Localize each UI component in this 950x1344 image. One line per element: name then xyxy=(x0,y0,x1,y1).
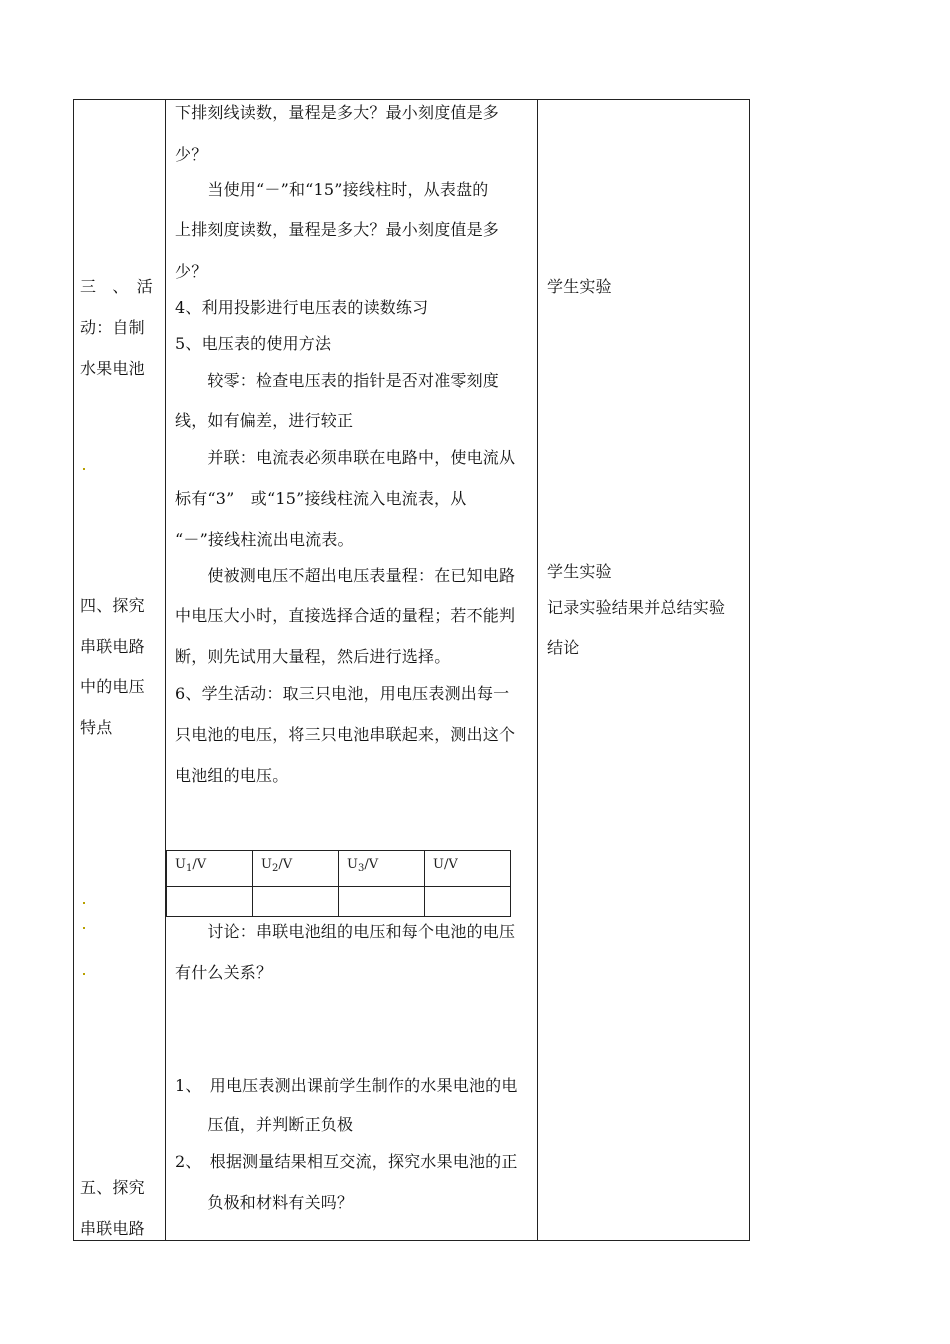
cell-u2[interactable] xyxy=(253,887,339,917)
stray-mark xyxy=(83,902,85,904)
header-u1: $U_1/V$ xyxy=(167,851,253,887)
section5-line1: 五、探究 xyxy=(80,1178,145,1197)
list-line: 2、 根据测量结果相互交流，探究水果电池的正 xyxy=(175,1152,518,1171)
column-divider-right xyxy=(537,99,538,1241)
discussion-line: 讨论：串联电池组的电压和每个电池的电压 xyxy=(175,922,516,941)
content-line: “－”接线柱流出电流表。 xyxy=(175,530,354,549)
section4-line4: 特点 xyxy=(80,718,113,737)
note-conclusion: 结论 xyxy=(547,638,580,657)
content-line: 当使用“－”和“15”接线柱时，从表盘的 xyxy=(175,180,489,199)
content-line: 只电池的电压，将三只电池串联起来，测出这个 xyxy=(175,725,516,744)
note-student-experiment-2: 学生实验 xyxy=(547,562,612,581)
content-line: 断，则先试用大量程，然后进行选择。 xyxy=(175,647,451,666)
content-line: 并联：电流表必须串联在电路中，使电流从 xyxy=(175,448,516,467)
content-line: 5、电压表的使用方法 xyxy=(175,334,332,353)
section3-line2: 动：自制 xyxy=(80,318,145,337)
stray-mark xyxy=(83,468,85,470)
content-line: 使被测电压不超出电压表量程：在已知电路 xyxy=(175,566,516,585)
header-u3: $U_3/V$ xyxy=(339,851,425,887)
content-line: 6、学生活动：取三只电池，用电压表测出每一 xyxy=(175,684,510,703)
content-line: 中电压大小时，直接选择合适的量程；若不能判 xyxy=(175,606,516,625)
discussion-line: 有什么关系？ xyxy=(175,963,273,982)
section4-line1: 四、探究 xyxy=(80,596,145,615)
voltage-table xyxy=(166,850,511,917)
content-line: 线，如有偏差，进行较正 xyxy=(175,411,354,430)
header-u2: $U_2/V$ xyxy=(253,851,339,887)
stray-mark xyxy=(83,927,85,929)
section4-line2: 串联电路 xyxy=(80,637,145,656)
section4-line3: 中的电压 xyxy=(80,677,145,696)
list-line: 1、 用电压表测出课前学生制作的水果电池的电 xyxy=(175,1076,518,1095)
content-line: 少？ xyxy=(175,262,208,281)
cell-u3[interactable] xyxy=(339,887,425,917)
content-line: 较零：检查电压表的指针是否对准零刻度 xyxy=(175,371,500,390)
content-line: 少？ xyxy=(175,145,208,164)
content-line: 上排刻度读数，量程是多大？最小刻度值是多 xyxy=(175,220,500,239)
note-record-results: 记录实验结果并总结实验 xyxy=(547,598,726,617)
cell-u-total[interactable] xyxy=(425,887,511,917)
content-line: 4、利用投影进行电压表的读数练习 xyxy=(175,298,429,317)
cell-u1[interactable] xyxy=(167,887,253,917)
column-divider-left xyxy=(165,99,166,1241)
content-line: 标有“3” 或“15”接线柱流入电流表，从 xyxy=(175,489,467,508)
section3-line3: 水果电池 xyxy=(80,359,145,378)
list-line: 负极和材料有关吗？ xyxy=(175,1193,354,1212)
section3-line1: 三 、 活 xyxy=(80,277,154,296)
list-line: 压值，并判断正负极 xyxy=(175,1115,354,1134)
content-line: 电池组的电压。 xyxy=(175,766,289,785)
header-u-total: U/V xyxy=(425,851,511,887)
stray-mark xyxy=(83,973,85,975)
content-line: 下排刻线读数，量程是多大？最小刻度值是多 xyxy=(175,103,500,122)
section5-line2: 串联电路 xyxy=(80,1219,145,1238)
note-student-experiment: 学生实验 xyxy=(547,277,612,296)
